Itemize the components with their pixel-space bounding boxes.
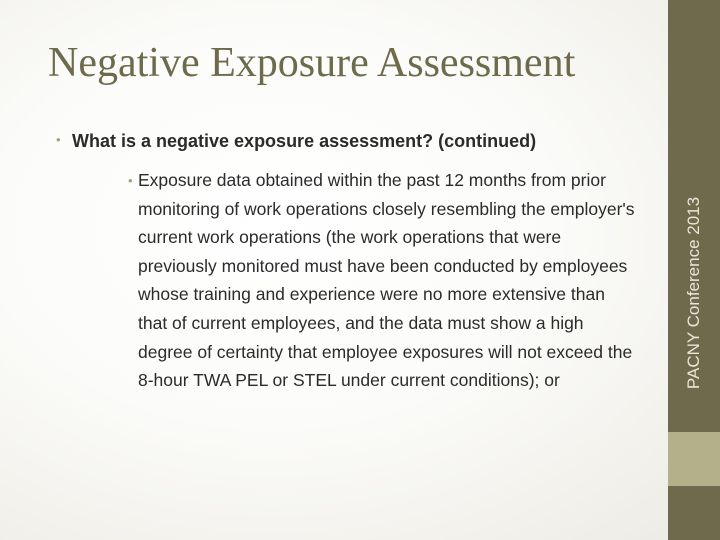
slide-content xyxy=(56,128,636,395)
bullet-level-1 xyxy=(56,128,636,154)
slide-title: Negative Exposure Assessment xyxy=(48,40,576,86)
bullet-dot-icon: • xyxy=(56,132,61,147)
bullet-dot-icon: • xyxy=(128,173,133,189)
bullet-level-1-text: What is a negative exposure assessment? (continued) xyxy=(72,131,537,151)
bullet-level-2-text: Exposure data obtained within the past 12 months from prior monitoring of work operations closely resembling the employer's current work operations (the work operations that were previously monitored must have been conducted by employees whose training and experience were no more extensive than that of current employees, and the data must show a high degree of certainty that employee exposures will not exceed the 8-hour TWA PEL or STEL under current conditions); or xyxy=(138,170,635,391)
sidebar-accent-block xyxy=(668,432,720,486)
sidebar-label: PACNY Conference 2013 xyxy=(684,196,703,390)
bullet-level-2 xyxy=(128,166,636,395)
